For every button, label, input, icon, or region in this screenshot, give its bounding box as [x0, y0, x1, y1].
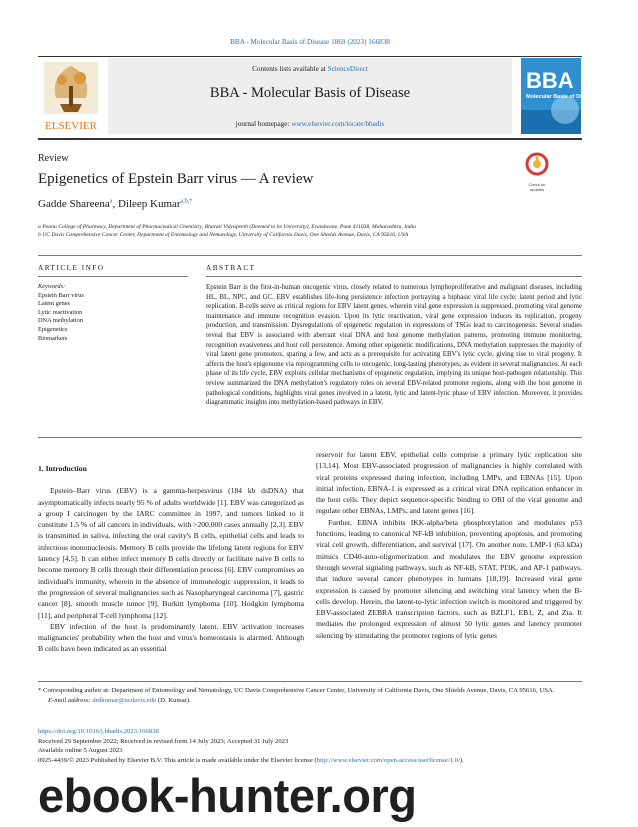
copyright-prefix: 0925-4439/© 2023 Published by Elsevier B.V. This article is made available under the Elsevier license ( — [38, 756, 317, 764]
body-paragraph: Epstein–Barr virus (EBV) is a gamma-herpesvirus (184 kb dsDNA) that asymptomatically infects nearly 95 % of adults worldwide [1]. EBV was categorized as a group I carcinogen by the IARC committee in 1997, and tumors linked to it constitute 1.5 % of all cancers in individuals, with >200,000 cases annually [2,3]. EBV is transmitted in saliva, infecting the oral cavity's B cells, epithelial cells and leads to infectious mononucleosis. Memory B cells provide the lifelong latent regions for EBV latency [4,5]. It can either infect memory B cells directly or facilitate naive B cells to become memory B cells through their differentiation process [6]. EBV compromises an individual's immunity, wherein in the absence of immunologic suppression, it leads to the progression of several malignancies such as Nasopharyngeal carcinoma [7], gastric cancer [8], smooth muscle tumor [9], Burkitt lymphoma [10], Hodgkin lymphoma [11], and peripheral T-cell lymphoma [12]. — [38, 486, 304, 620]
keyword: Epstein Barr virus — [38, 291, 84, 299]
affiliation-b: b UC Davis Comprehensive Cancer Center, Department of Entomology and Nematology, University of California Davis, One Shields Avenue, Davis, CA 95616, USA — [38, 232, 409, 238]
contents-prefix: Contents lists available at — [252, 65, 328, 73]
publication-info — [38, 727, 582, 765]
affiliation-a: a Poona College of Pharmacy, Department of Pharmaceutical Chemistry, Bharati Vidyapeeth (Deemed to be University), Erandwane, Pune 411038, Maharashtra, India — [38, 224, 417, 230]
footnote-rule — [38, 681, 582, 682]
contents-line — [108, 65, 512, 73]
abstract-heading: ABSTRACT — [206, 264, 256, 272]
check-for-updates-button[interactable] — [523, 152, 551, 192]
sciencedirect-link[interactable]: ScienceDirect — [327, 65, 368, 73]
homepage-line — [108, 120, 512, 128]
email-link[interactable]: drdkumar@ucdavis.edu — [92, 696, 157, 704]
author-affiliation-mark[interactable]: a,b,* — [180, 198, 193, 205]
received-dates: Received 29 September 2022; Received in revised form 14 July 2023; Accepted 31 July 2023 — [38, 737, 289, 745]
keyword: Epigenetics — [38, 325, 68, 333]
keyword: Biomarkers — [38, 334, 68, 342]
journal-citation-line[interactable]: BBA - Molecular Basis of Disease 1869 (2023) 166838 — [230, 38, 390, 46]
journal-name: BBA - Molecular Basis of Disease — [209, 85, 411, 101]
elsevier-logo — [38, 58, 104, 134]
journal-cover-image — [521, 58, 597, 134]
article-title: Epigenetics of Epstein Barr virus — A review — [38, 171, 314, 187]
journal-homepage-link[interactable]: www.elsevier.com/locate/bbadis — [291, 120, 385, 128]
body-column-left — [38, 463, 304, 655]
keyword: Latent genes — [38, 300, 70, 308]
keywords-heading: Keywords: — [38, 283, 66, 290]
email-line — [38, 696, 582, 706]
body-paragraph: Further, EBNA inhibits IKK-alpha/beta phosphorylation and modulates p53 functions, leading to canonical NF-kB inhibition, preventing apoptosis, and promoting viral cell growth, differentiation, and survival [17]. On another note, LMP-1 (63 kDa) mimics CD40-auto-oligomerization and modulates the EBV genome expression through several signaling pathways, such as NF-kB, STAT, PI3K, and AP-1 pathways, that induce several cancer phenotypes in humans [18,19]. Increased viral gene expression is caused by promoter silencing and switching viral latency when the B-cells develop. Herein, the latent-to-lytic infection switch is monitored and triggered by EBV-associated ZEBRA transcription factors, such as BZLF1, EB1, Z, and Zta. It mediates the prolonged expression of almost 50 lytic genes and latency promoter silencing by stimulating the promoter regions of lytic genes — [316, 517, 582, 640]
keyword: Lytic reactivation — [38, 308, 83, 316]
copyright-suffix: ). — [459, 756, 464, 764]
affiliation-rule — [38, 255, 582, 256]
elsevier-logo-text: ELSEVIER — [45, 120, 97, 132]
keywords-block — [38, 283, 188, 343]
watermark-text: ebook-hunter.org — [38, 769, 417, 822]
keyword: DNA methylation — [38, 317, 83, 325]
header-top-rule — [38, 56, 582, 57]
introduction-heading: 1. Introduction — [38, 464, 87, 473]
body-column-right — [316, 449, 582, 641]
cover-subtitle: Molecular Basis of Disease — [526, 94, 597, 100]
copyright-line — [38, 756, 582, 766]
check-updates-label: Check for updates — [528, 182, 546, 192]
author-affiliation-mark[interactable]: a — [109, 198, 113, 205]
abstract-bottom-rule — [38, 437, 582, 438]
author-list: Gadde Shareena$^a$, Dileep Kumar$^{a,b,*}$ — [38, 198, 193, 210]
journal-header — [108, 58, 512, 134]
homepage-prefix: journal homepage: — [235, 120, 292, 128]
email-label: E-mail address: — [48, 696, 93, 704]
corresponding-author-footnote — [38, 686, 582, 705]
license-link[interactable]: http://www.elsevier.com/open-access/userlicense/1.0/ — [316, 756, 460, 764]
article-info-rule — [38, 276, 188, 277]
author-name[interactable]: Dileep Kumar — [117, 198, 181, 210]
article-info-heading: ARTICLE INFO — [38, 264, 105, 272]
author-name[interactable]: Gadde Shareena — [38, 198, 110, 210]
header-bottom-rule — [38, 138, 582, 140]
available-online: Available online 5 August 2023 — [38, 747, 123, 755]
body-paragraph: reservoir for latent EBV, epithelial cells comprise a primary lytic replication site [13,14]. Most EBV-associated progression of malignancies is highly correlated with viral proteins expressed during infection, including LMPs, and EBNAs [15]. Upon initial infection, EBNA-1 is expressed as a critical viral DNA replication enhancer in the host cells. They depict sequence-specific binding to ORI of the viral genome and regulate other EBNAs, LMPs, and latent genes [16]. — [316, 450, 582, 516]
cover-title: BBA — [526, 68, 574, 93]
article-type: Review — [38, 153, 69, 164]
abstract-text: Epstein Barr is the first-in-human oncogenic virus, closely related to numerous lymphoproliferative and malignant diseases, including HL, BL, NPC, and GC. EBV establishes life-long persistence infection portraying a biphasic viral life cycle: latent period and lytic replication. B-cells serve as critical regions for EBV latent genes, wherein viral gene expression is suppressed, promoting viral genome maintenance and immune recognition evasion. Upon its lytic reactivation, viral gene expression induces its replication, progeny production, and transmission. Dysregulations of epigenetic regulation in expressions of TSGs lead to carcinogenesis. Several studies reveal that EBV is associated with aberrant viral DNA and host genome methylation patterns, promoting immune monitoring, recognition evasiveness and host cell persistence. Among other epigenetic modifications, DNA methylation suppresses the majority of viral latent gene promoters, sparing a few, and acts as a prerequisite for activating EBV's lytic cycle, giving rise to viral progeny. It affects the host's epigenome via reprogramming cells to oncogenic, long-lasting phenotypes, as evident in several malignancies. At each phase of its life cycle, EBV exploits cellular mechanisms of epigenetic regulation, implying its unique host-pathogen relationship. This review summarized the DNA methylation's regulatory roles on several EBV-related promoter regions, along with the host genome in pathological conditions, highlights viral genes involved in a latent, lytic and latent-lytic phase of EBV infection. Moreover, it provides diagrammatic insights into methylation-based pathways in EBV. — [206, 284, 582, 407]
body-paragraph: EBV infection of the host is predominantly latent. EBV activation increases malignancies' probability when the host and virus's homeostasis is alarmed. Although B cells have been indicated as an essential — [38, 621, 304, 654]
abstract-rule — [206, 276, 582, 277]
footnote-text: * Corresponding author at: Department of Entomology and Nematology, UC Davis Comprehensive Cancer Center, University of California Davis, One Shields Avenue, Davis, CA 95616, USA. — [38, 687, 555, 694]
doi-link[interactable]: https://doi.org/10.1016/j.bbadis.2023.166838 — [38, 728, 159, 735]
email-suffix: (D. Kumar). — [156, 696, 191, 704]
